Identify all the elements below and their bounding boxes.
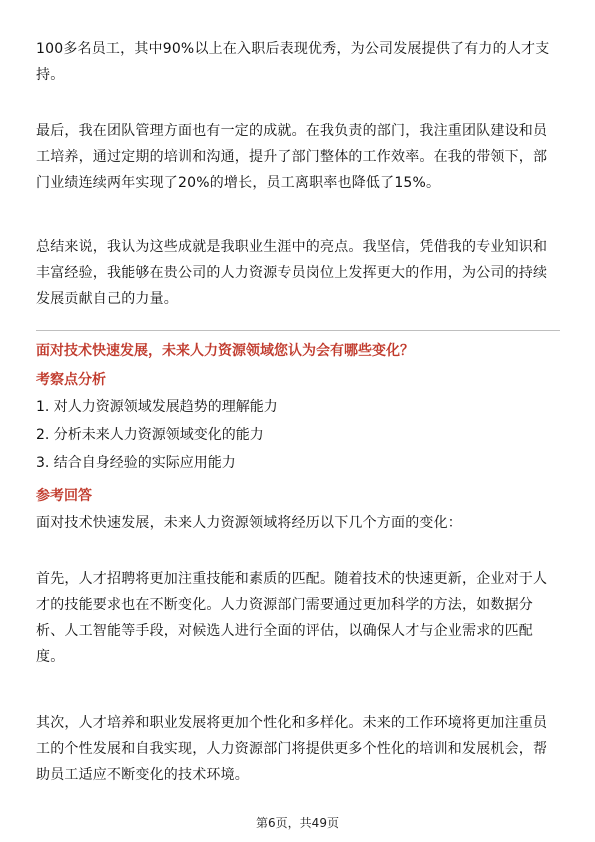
page-number: 第6页，共49页 — [256, 816, 339, 830]
analysis-heading: 考察点分析 — [36, 372, 106, 388]
answer-paragraph: 面对技术快速发展，未来人力资源领域将经历以下几个方面的变化： — [36, 515, 462, 531]
answer-heading: 参考回答 — [36, 488, 92, 504]
body-paragraph: 100多名员工，其中90%以上在入职后表现优秀，为公司发展提供了有力的人才支持。 — [36, 41, 550, 83]
body-paragraph: 总结来说，我认为这些成就是我职业生涯中的亮点。我坚信，凭借我的专业知识和丰富经验，我能够在贵公司的人力资源专员岗位上发挥更大的作用，为公司的持续发展贡献自己的力量。 — [36, 239, 548, 307]
answer-paragraph: 其次，人才培养和职业发展将更加个性化和多样化。未来的工作环境将更加注重员工的个性发展和自我实现，人力资源部门将提供更多个性化的培训和发展机会，帮助员工适应不断变化的技术环境。 — [36, 715, 548, 783]
body-paragraph: 最后，我在团队管理方面也有一定的成就。在我负责的部门，我注重团队建设和员工培养，通过定期的培训和沟通，提升了部门整体的工作效率。在我的带领下，部门业绩连续两年实现了20%的增长，员工离职率也降低了15%。 — [36, 123, 548, 191]
analysis-item: 2. 分析未来人力资源领域变化的能力 — [36, 427, 264, 443]
section-divider — [36, 330, 560, 331]
analysis-item: 3. 结合自身经验的实际应用能力 — [36, 455, 236, 471]
analysis-item: 1. 对人力资源领域发展趋势的理解能力 — [36, 399, 278, 415]
question-heading: 面对技术快速发展，未来人力资源领域您认为会有哪些变化？ — [36, 343, 414, 359]
answer-paragraph: 首先，人才招聘将更加注重技能和素质的匹配。随着技术的快速更新，企业对于人才的技能要求也在不断变化。人力资源部门需要通过更加科学的方法，如数据分析、人工智能等手段，对候选人进行全面的评估，以确保人才与企业需求的匹配度。 — [36, 571, 548, 665]
